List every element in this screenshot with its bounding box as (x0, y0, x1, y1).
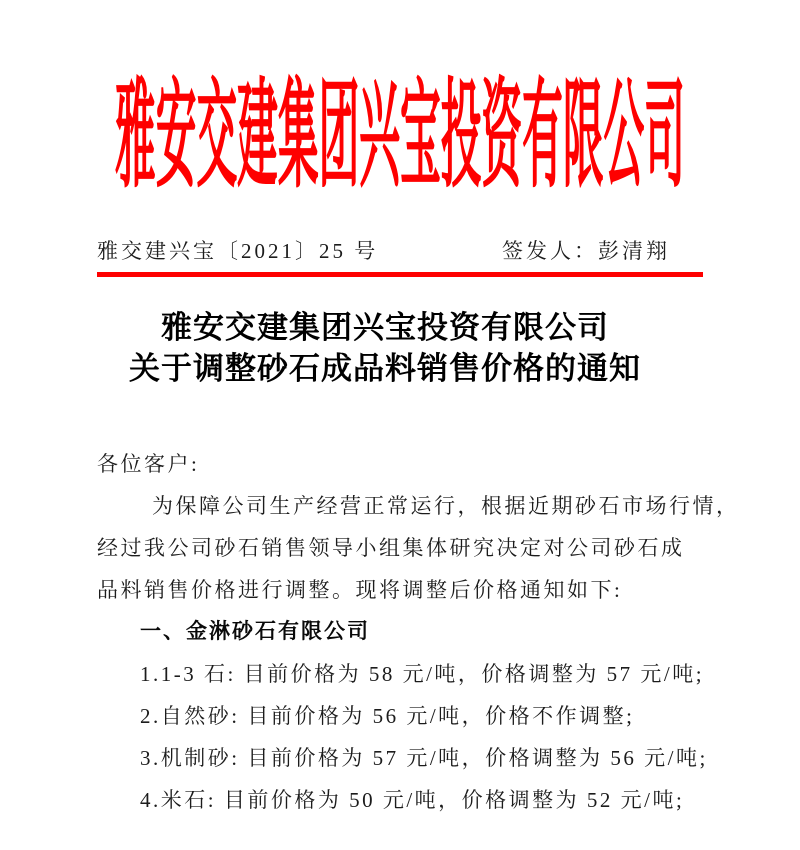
document-number-row (97, 238, 703, 264)
red-divider-line (97, 272, 703, 277)
body-line: 2.自然砂: 目前价格为 56 元/吨，价格不作调整; (140, 704, 635, 728)
notice-title (0, 307, 770, 389)
body-line: 4.米石: 目前价格为 50 元/吨，价格调整为 52 元/吨; (140, 788, 685, 812)
notice-title-line1: 雅安交建集团兴宝投资有限公司 (161, 310, 609, 345)
notice-body (97, 443, 740, 821)
notice-title-line2: 关于调整砂石成品料销售价格的通知 (129, 351, 641, 386)
document-number: 雅交建兴宝〔2021〕25 号 (97, 239, 379, 263)
body-line: 一、金淋砂石有限公司 (140, 620, 370, 643)
body-line: 为保障公司生产经营正常运行，根据近期砂石市场行情， (152, 494, 740, 518)
issuer-name: 彭清翔 (598, 239, 670, 263)
body-line: 品料销售价格进行调整。现将调整后价格通知如下: (97, 578, 623, 602)
body-line: 3.机制砂: 目前价格为 57 元/吨，价格调整为 56 元/吨; (140, 746, 708, 770)
body-line: 各位客户: (97, 452, 200, 476)
red-masthead (0, 71, 800, 202)
issuer (502, 238, 670, 264)
body-line: 1.1-3 石: 目前价格为 58 元/吨，价格调整为 57 元/吨; (140, 662, 705, 686)
body-line: 经过我公司砂石销售领导小组集体研究决定对公司砂石成 (97, 536, 685, 560)
issuer-label: 签发人： (502, 239, 598, 263)
company-masthead-title: 雅安交建集团兴宝投资有限公司 (115, 71, 685, 202)
